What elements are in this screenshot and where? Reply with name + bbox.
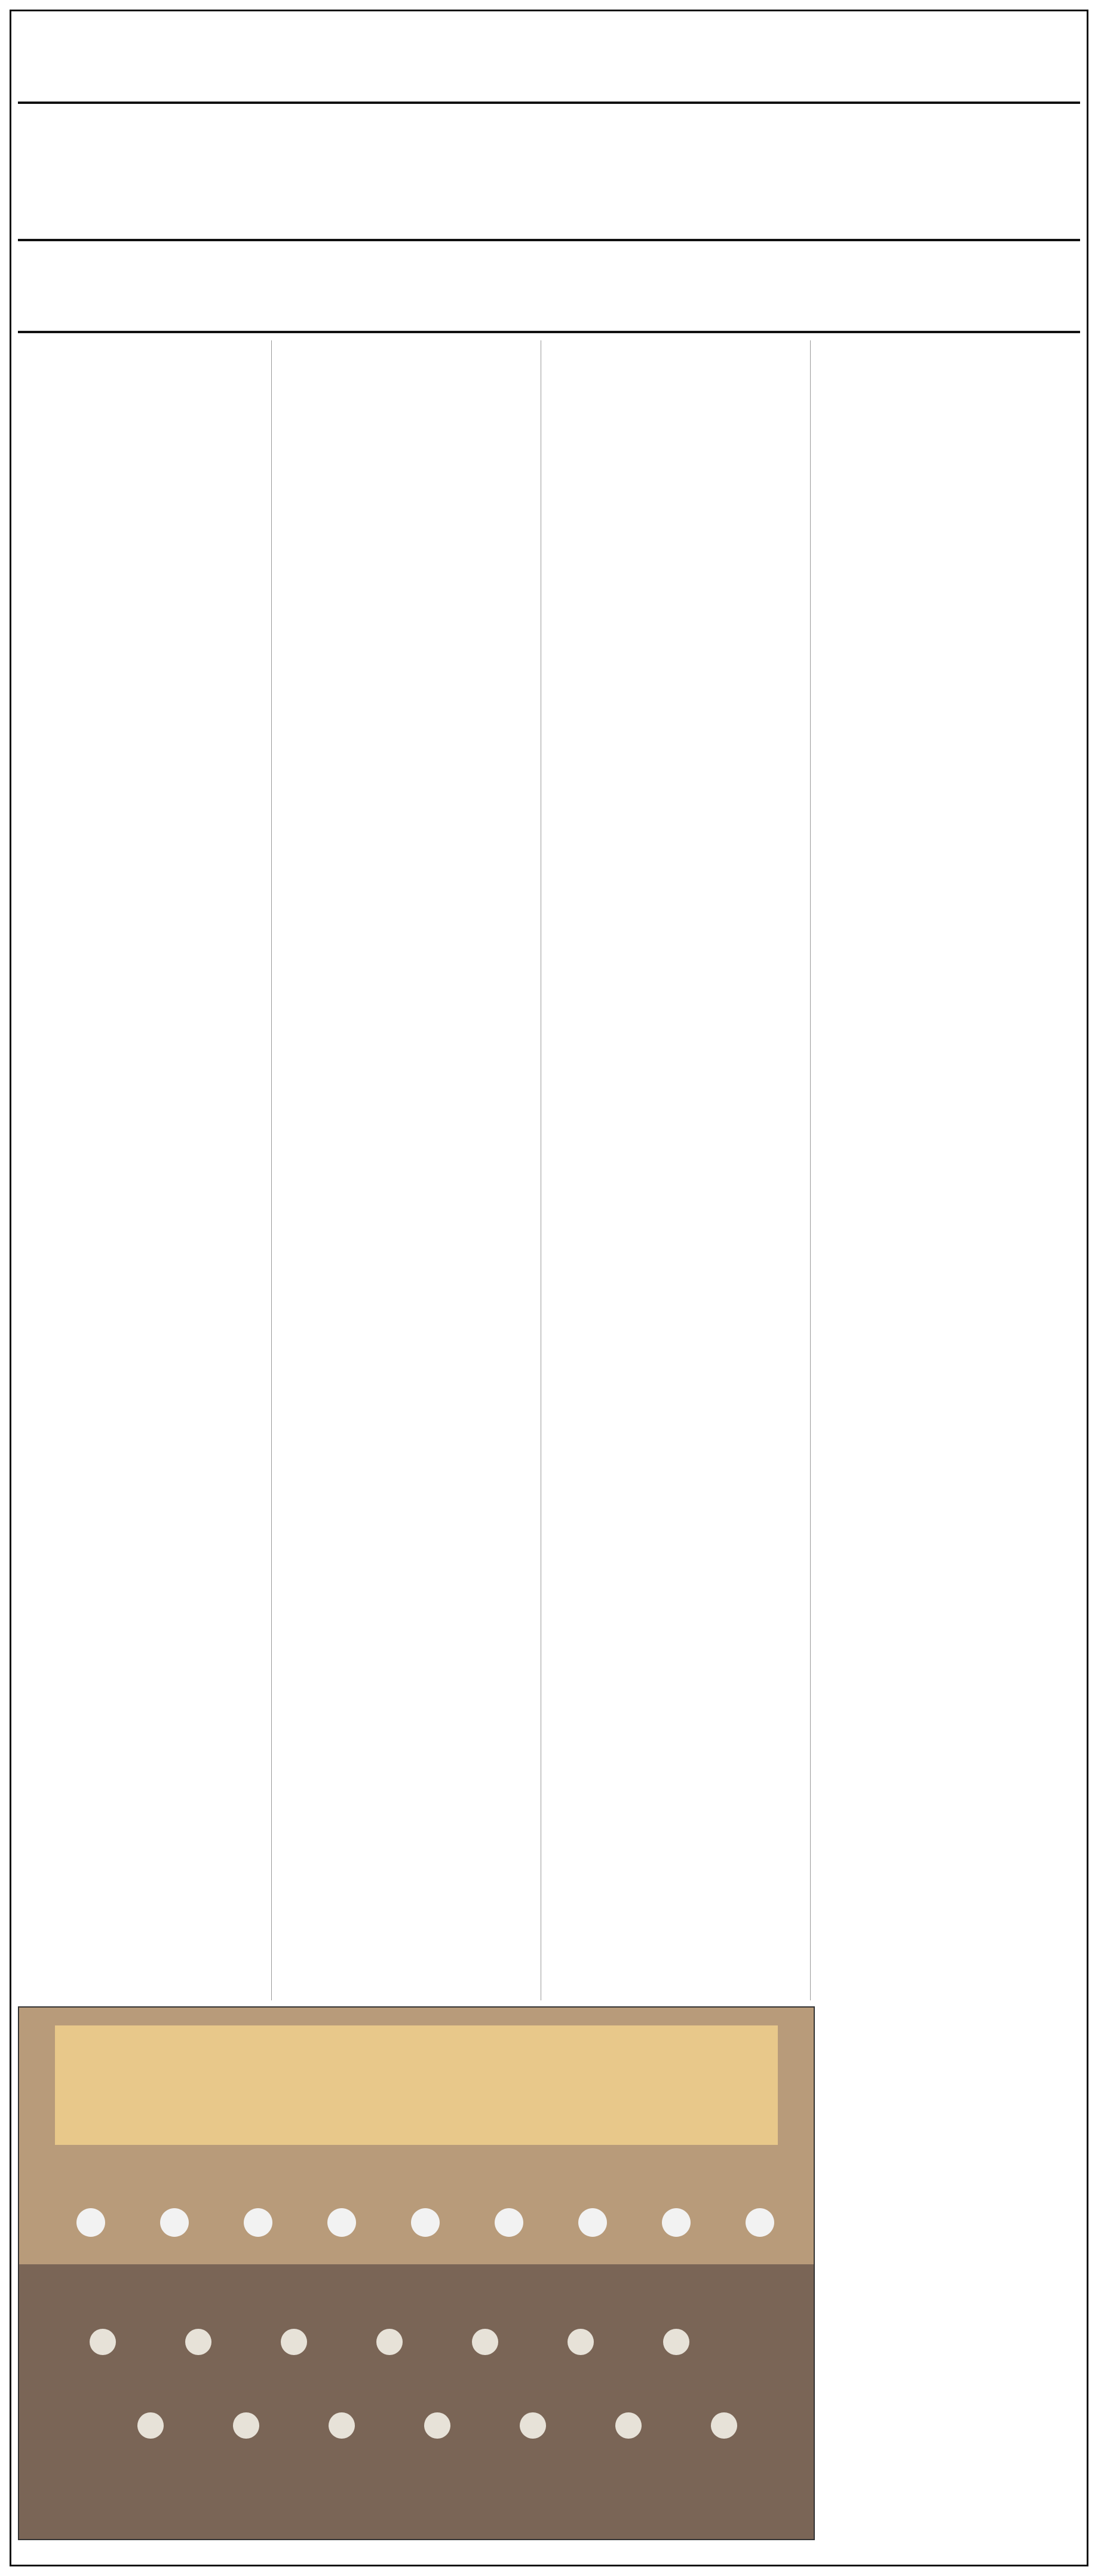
event-photo: [18, 2006, 815, 2540]
photo-caption: [18, 2544, 812, 2568]
article-columns: [18, 340, 1080, 2000]
side-column: [824, 2006, 1080, 2568]
meeting-hall-image: [19, 2008, 814, 2539]
headline-top: [18, 18, 1080, 104]
column-3: [557, 340, 811, 2000]
column-1: [18, 340, 272, 2000]
headline-main: [18, 107, 1080, 233]
column-2: [287, 340, 541, 2000]
headline-sub: [18, 239, 1080, 333]
column-4: [826, 340, 1080, 2000]
